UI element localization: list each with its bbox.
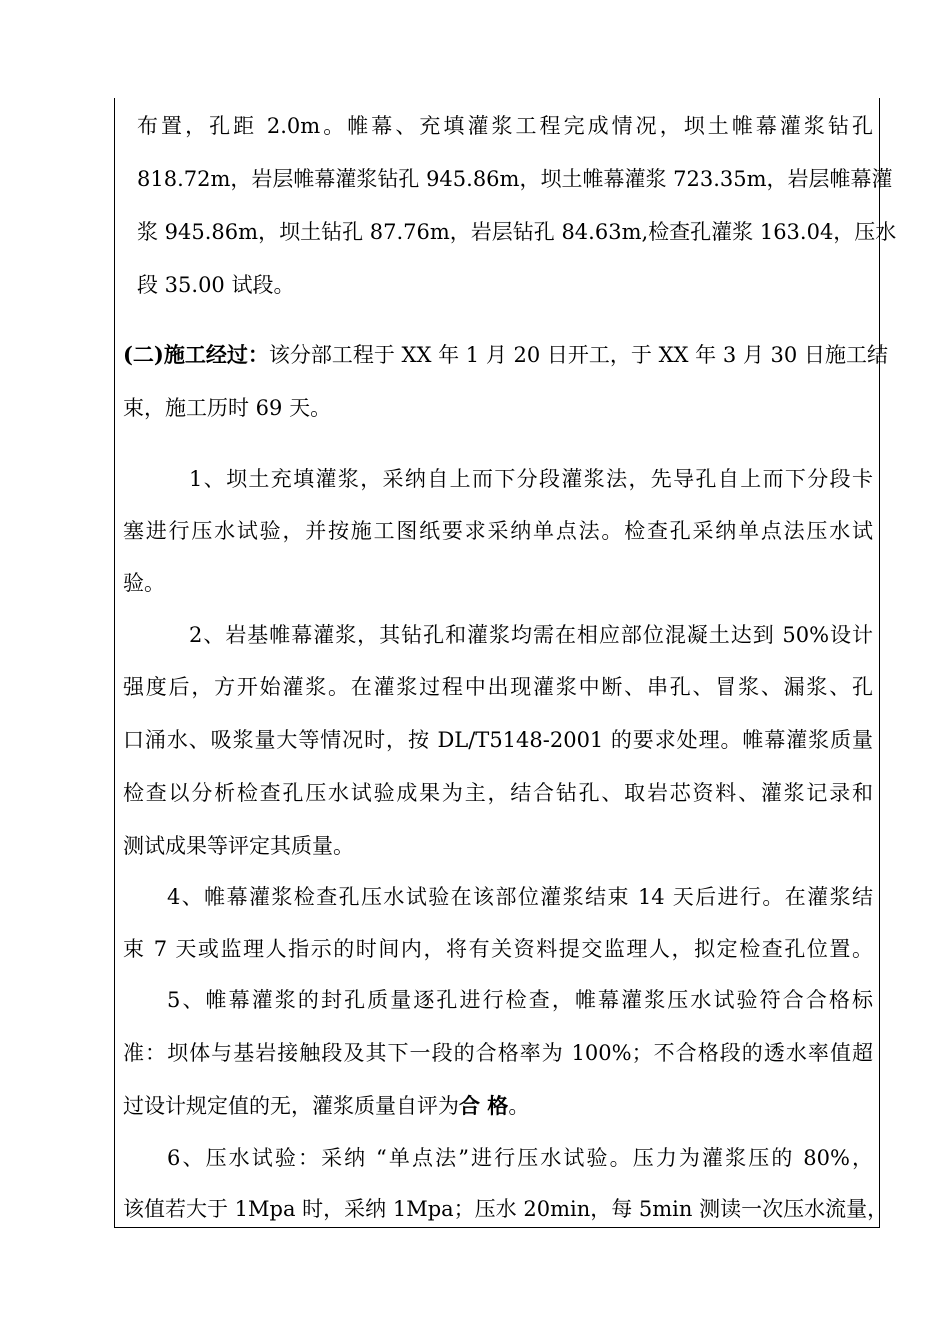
text-line: 准：坝体与基岩接触段及其下一段的合格率为 100%；不合格段的透水率值超 <box>123 1041 873 1065</box>
text-line: 5、帷幕灌浆的封孔质量逐孔进行检查，帷幕灌浆压水试验符合合格标 <box>167 988 873 1012</box>
text-line: 布置，孔距 2.0m。帷幕、充填灌浆工程完成情况，坝土帷幕灌浆钻孔 <box>137 114 873 138</box>
text-line: 测试成果等评定其质量。 <box>123 834 354 858</box>
text-line: 2、岩基帷幕灌浆，其钻孔和灌浆均需在相应部位混凝土达到 50%设计 <box>189 623 873 647</box>
text-span: 过设计规定值的无，灌浆质量自评为 <box>123 1094 459 1118</box>
text-span: 该分部工程于 XX 年 1 月 20 日开工，于 XX 年 3 月 30 日施工结 <box>268 343 888 367</box>
text-line: 束，施工历时 69 天。 <box>123 396 332 420</box>
text-line: 6、压水试验：采纳 “单点法”进行压水试验。压力为灌浆压的 80%， <box>167 1146 873 1170</box>
section-heading: (二)施工经过： <box>123 342 269 367</box>
text-line: 1、坝土充填灌浆，采纳自上而下分段灌浆法，先导孔自上而下分段卡 <box>189 467 873 491</box>
construction-process-line <box>123 340 888 370</box>
text-line: 强度后，方开始灌浆。在灌浆过程中出现灌浆中断、串孔、冒浆、漏浆、孔 <box>123 675 873 699</box>
text-line: 检查以分析检查孔压水试验成果为主，结合钻孔、取岩芯资料、灌浆记录和 <box>123 781 873 805</box>
text-line: 验。 <box>123 571 165 595</box>
text-line: 4、帷幕灌浆检查孔压水试验在该部位灌浆结束 14 天后进行。在灌浆结 <box>167 885 873 909</box>
quality-rating: 合 格 <box>459 1093 509 1118</box>
text-line: 818.72m，岩层帷幕灌浆钻孔 945.86m，坝土帷幕灌浆 723.35m，岩层帷幕灌 <box>137 167 893 191</box>
text-line: 浆 945.86m，坝土钻孔 87.76m，岩层钻孔 84.63m,检查孔灌浆 163.04，压水 <box>137 220 897 244</box>
text-line: 束 7 天或监理人指示的时间内，将有关资料提交监理人，拟定检查孔位置。 <box>123 937 873 961</box>
text-span: 。 <box>508 1094 530 1118</box>
document-frame <box>114 98 897 1228</box>
text-line: 塞进行压水试验，并按施工图纸要求采纳单点法。检查孔采纳单点法压水试 <box>123 519 873 543</box>
text-line: 该值若大于 1Mpa 时，采纳 1Mpa；压水 20min，每 5min 测读一次压水流量， <box>123 1197 889 1221</box>
text-line: 段 35.00 试段。 <box>137 273 295 297</box>
rating-line <box>123 1091 873 1121</box>
text-line: 口涌水、吸浆量大等情况时，按 DL/T5148-2001 的要求处理。帷幕灌浆质量 <box>123 728 873 752</box>
